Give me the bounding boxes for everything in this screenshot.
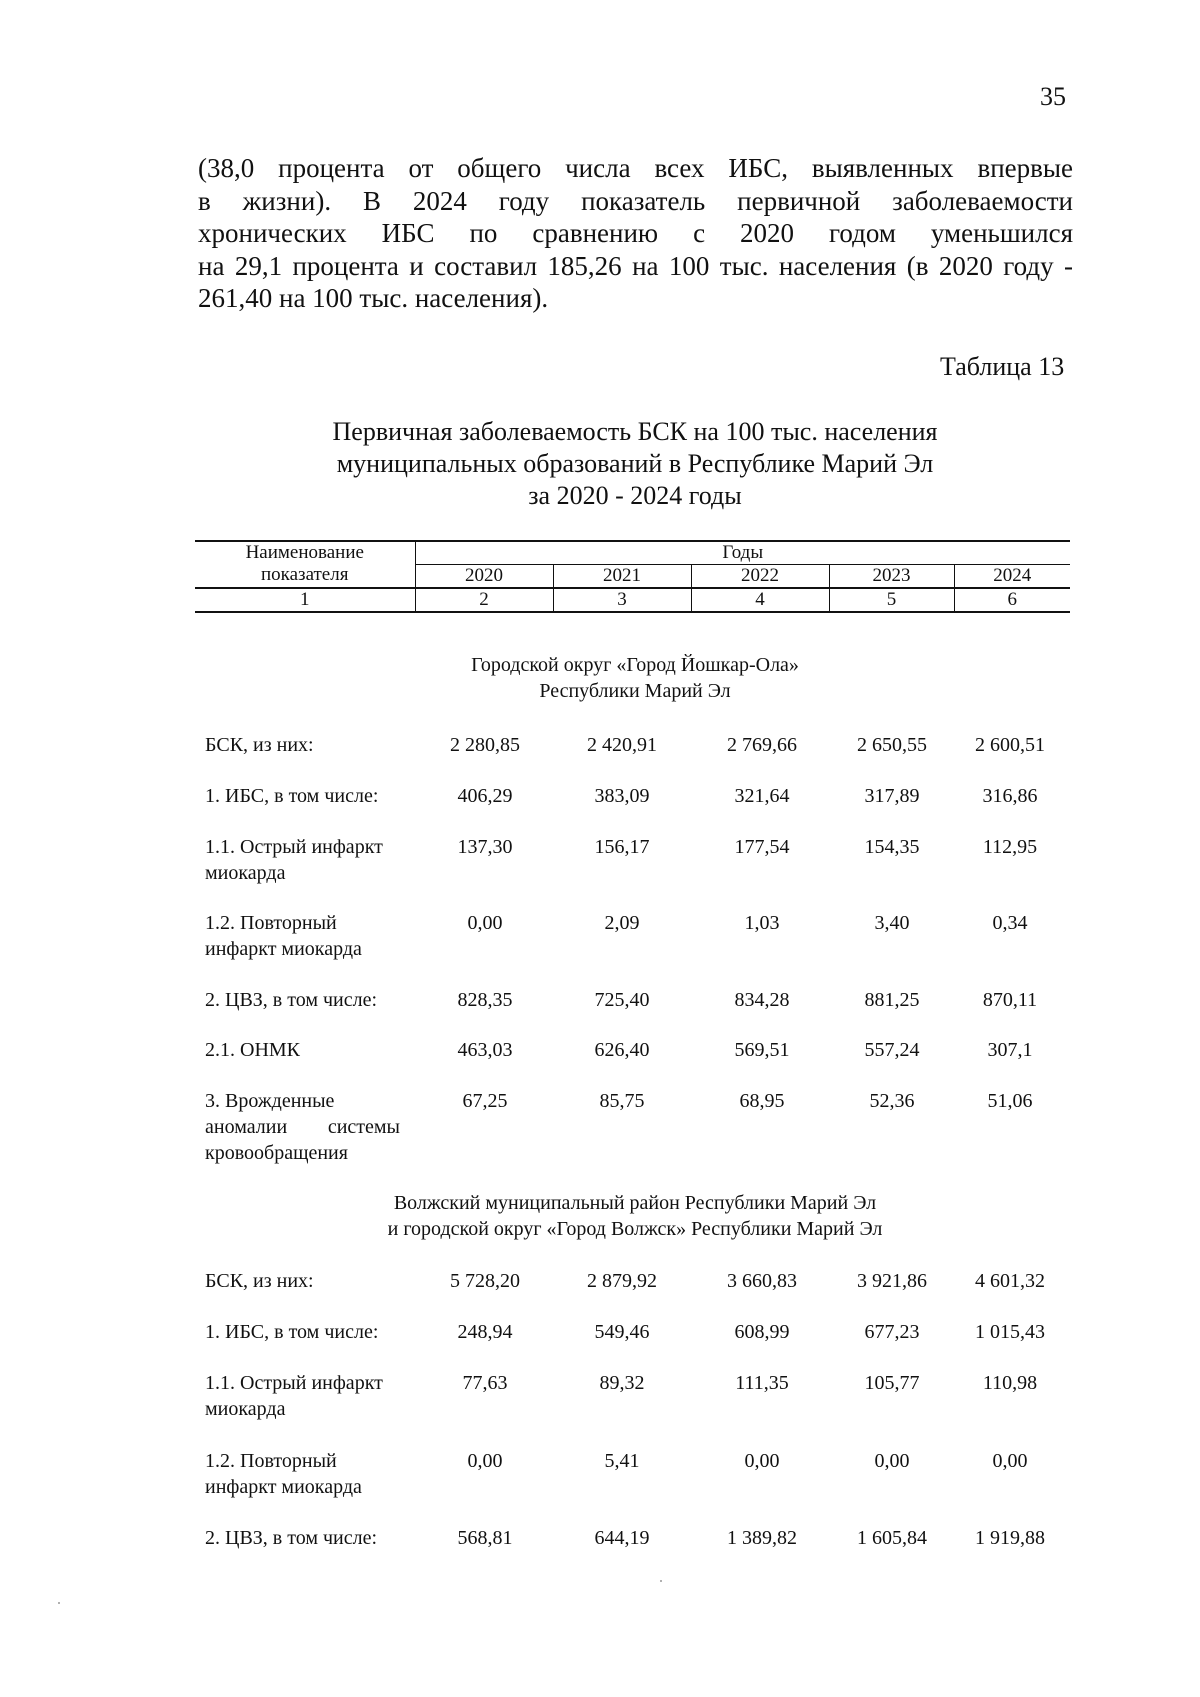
row-name-line: миокарда xyxy=(205,1398,286,1420)
row-value: 870,11 xyxy=(982,989,1038,1011)
row-name-line: 3. Врожденные xyxy=(205,1090,335,1112)
row-value: 1 919,88 xyxy=(975,1527,1045,1549)
row-value: 568,81 xyxy=(457,1527,513,1549)
row-value: 2,09 xyxy=(604,912,640,934)
row-value: 881,25 xyxy=(864,989,920,1011)
intro-line: на 29,1 процента и составил 185,26 на 100 тыс. населения (в 2020 году - xyxy=(198,250,1073,281)
row-value: 5,41 xyxy=(604,1450,640,1472)
row-value: 2 420,91 xyxy=(587,734,657,756)
row-value: 4 601,32 xyxy=(975,1270,1045,1292)
row-name-line: 1. ИБС, в том числе: xyxy=(205,1321,379,1343)
row-name-line: БСК, из них: xyxy=(205,1270,314,1292)
row-value: 321,64 xyxy=(734,785,790,807)
scan-speck xyxy=(660,1580,662,1582)
row-value: 2 879,92 xyxy=(587,1270,657,1292)
table-title-line: муниципальных образований в Республике Марий Эл xyxy=(336,449,934,478)
column-number: 1 xyxy=(195,588,415,612)
row-name-line: 2. ЦВЗ, в том числе: xyxy=(205,1527,378,1549)
row-value: 156,17 xyxy=(594,836,650,858)
header-years: Годы xyxy=(415,541,1070,565)
row-value: 1,03 xyxy=(744,912,780,934)
row-value: 0,34 xyxy=(992,912,1028,934)
section-heading xyxy=(240,652,1030,704)
row-value: 2 280,85 xyxy=(450,734,520,756)
row-value: 725,40 xyxy=(594,989,650,1011)
table-header xyxy=(195,540,1070,613)
row-value: 105,77 xyxy=(864,1372,920,1394)
scan-speck xyxy=(58,1602,60,1604)
header-name-column xyxy=(195,541,415,588)
header-year: 2024 xyxy=(954,565,1070,589)
intro-line: в жизни). В 2024 году показатель первичной заболеваемости xyxy=(198,185,1073,216)
row-value: 406,29 xyxy=(457,785,513,807)
row-value: 644,19 xyxy=(594,1527,650,1549)
row-value: 177,54 xyxy=(734,836,790,858)
row-name-line: 1.1. Острый инфаркт xyxy=(205,1372,383,1394)
header-year: 2021 xyxy=(553,565,691,589)
row-name xyxy=(205,910,410,962)
table-title xyxy=(240,416,1030,512)
row-value: 383,09 xyxy=(594,785,650,807)
section-heading-line: Городской округ «Город Йошкар-Ола» xyxy=(471,654,799,676)
row-name xyxy=(205,783,410,809)
row-value: 316,86 xyxy=(982,785,1038,807)
row-value: 677,23 xyxy=(864,1321,920,1343)
row-name-line: БСК, из них: xyxy=(205,734,314,756)
table-label: Таблица 13 xyxy=(940,352,1065,381)
column-number: 2 xyxy=(415,588,553,612)
row-value: 111,35 xyxy=(735,1372,789,1394)
intro-paragraph xyxy=(198,152,1073,315)
row-value: 67,25 xyxy=(462,1090,508,1112)
row-name-line: аномалии системы xyxy=(205,1116,400,1138)
row-value: 549,46 xyxy=(594,1321,650,1343)
row-value: 569,51 xyxy=(734,1039,790,1061)
row-name xyxy=(205,1088,410,1166)
row-value: 608,99 xyxy=(734,1321,790,1343)
row-name-line: 1.2. Повторный xyxy=(205,1450,337,1472)
row-value: 2 650,55 xyxy=(857,734,927,756)
table-title-line: за 2020 - 2024 годы xyxy=(528,481,742,510)
section-heading-line: и городской округ «Город Волжск» Республики Марий Эл xyxy=(387,1218,883,1240)
row-value: 3 921,86 xyxy=(857,1270,927,1292)
header-year: 2020 xyxy=(415,565,553,589)
table-title-line: Первичная заболеваемость БСК на 100 тыс. населения xyxy=(332,417,938,446)
header-name-line: Наименование xyxy=(245,542,364,563)
row-value: 68,95 xyxy=(739,1090,785,1112)
row-value: 834,28 xyxy=(734,989,790,1011)
row-value: 0,00 xyxy=(744,1450,780,1472)
row-value: 77,63 xyxy=(462,1372,508,1394)
row-value: 112,95 xyxy=(982,836,1038,858)
row-value: 1 015,43 xyxy=(975,1321,1045,1343)
row-name-line: инфаркт миокарда xyxy=(205,938,362,960)
row-value: 626,40 xyxy=(594,1039,650,1061)
row-value: 307,1 xyxy=(987,1039,1033,1061)
row-name xyxy=(205,1319,410,1345)
intro-line: (38,0 процента от общего числа всех ИБС, выявленных впервые xyxy=(198,153,1073,183)
row-name xyxy=(205,834,410,886)
header-name-line: показателя xyxy=(261,564,349,585)
row-value: 0,00 xyxy=(467,1450,503,1472)
row-name-line: 2. ЦВЗ, в том числе: xyxy=(205,989,378,1011)
intro-line: хронических ИБС по сравнению с 2020 годом уменьшился xyxy=(198,218,1073,248)
row-value: 3 660,83 xyxy=(727,1270,797,1292)
row-name-line: кровообращения xyxy=(205,1142,348,1164)
row-value: 2 769,66 xyxy=(727,734,797,756)
row-value: 154,35 xyxy=(864,836,920,858)
section-heading-line: Волжский муниципальный район Республики Марий Эл xyxy=(393,1192,877,1214)
header-year: 2023 xyxy=(829,565,954,589)
row-value: 248,94 xyxy=(457,1321,513,1343)
row-value: 0,00 xyxy=(467,912,503,934)
row-name-line: 2.1. ОНМК xyxy=(205,1039,301,1061)
column-number: 5 xyxy=(829,588,954,612)
column-number: 6 xyxy=(954,588,1070,612)
row-name xyxy=(205,1037,410,1063)
row-value: 1 605,84 xyxy=(857,1527,927,1549)
row-name xyxy=(205,1268,410,1294)
row-name-line: 1.2. Повторный xyxy=(205,912,337,934)
row-name-line: 1.1. Острый инфаркт xyxy=(205,836,383,858)
row-value: 317,89 xyxy=(864,785,920,807)
column-number: 3 xyxy=(553,588,691,612)
column-number: 4 xyxy=(691,588,829,612)
row-value: 3,40 xyxy=(874,912,910,934)
row-name-line: инфаркт миокарда xyxy=(205,1476,362,1498)
row-name xyxy=(205,987,410,1013)
row-name xyxy=(205,1448,410,1500)
intro-line: 261,40 на 100 тыс. населения). xyxy=(198,283,549,313)
row-name xyxy=(205,732,410,758)
row-value: 1 389,82 xyxy=(727,1527,797,1549)
row-value: 5 728,20 xyxy=(450,1270,520,1292)
row-value: 2 600,51 xyxy=(975,734,1045,756)
row-name-line: миокарда xyxy=(205,862,286,884)
row-value: 52,36 xyxy=(869,1090,915,1112)
row-value: 828,35 xyxy=(457,989,513,1011)
row-value: 85,75 xyxy=(599,1090,645,1112)
row-value: 557,24 xyxy=(864,1039,920,1061)
row-value: 89,32 xyxy=(599,1372,645,1394)
header-year: 2022 xyxy=(691,565,829,589)
row-value: 0,00 xyxy=(992,1450,1028,1472)
row-name-line: 1. ИБС, в том числе: xyxy=(205,785,379,807)
section-heading xyxy=(240,1190,1030,1242)
row-value: 0,00 xyxy=(874,1450,910,1472)
row-name xyxy=(205,1370,410,1422)
row-value: 110,98 xyxy=(982,1372,1038,1394)
page-number: 35 xyxy=(1040,82,1066,111)
section-heading-line: Республики Марий Эл xyxy=(539,680,731,702)
row-name xyxy=(205,1525,410,1551)
row-value: 137,30 xyxy=(457,836,513,858)
row-value: 463,03 xyxy=(457,1039,513,1061)
row-value: 51,06 xyxy=(987,1090,1033,1112)
